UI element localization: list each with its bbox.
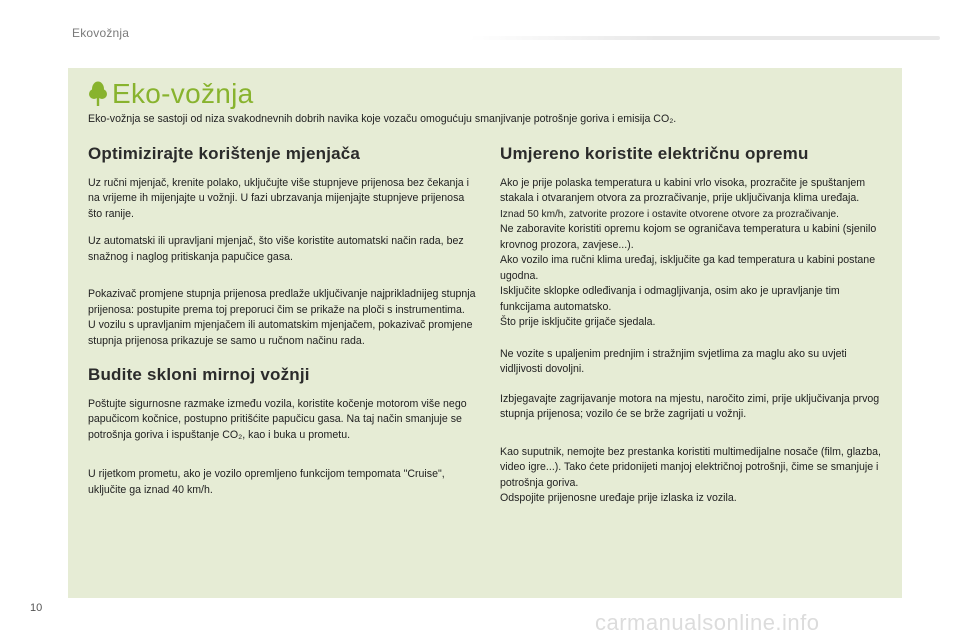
heading-electrical: Umjereno koristite električnu opremu bbox=[500, 144, 809, 163]
intro-text: Eko-vožnja se sastoji od niza svakodnevnih dobrih navika koje vozaču omogućuju smanjivanje potrošnje goriva i emisija CO₂. bbox=[88, 113, 677, 125]
paragraph: Uz automatski ili upravljani mjenjač, što više koristite automatski način rada, bez snažnog i naglog pritiskanja papučice gasa. bbox=[88, 235, 464, 263]
paragraph: Ne zaboravite koristiti opremu kojom se ograničava temperatura u kabini (sjenilo krovnog prozora, zavjese...). bbox=[500, 223, 877, 251]
heading-gearbox: Optimizirajte korištenje mjenjača bbox=[88, 144, 361, 163]
paragraph: Kao suputnik, nemojte bez prestanka koristiti multimedijalne nosače (film, glazba, video igre...). Tako ćete pridonijeti manjoj električnoj potrošnji, čime se smanjuje i potrošnja goriva. bbox=[500, 445, 881, 489]
paragraph: Iznad 50 km/h, zatvorite prozore i ostavite otvorene otvore za prozračivanje. bbox=[500, 208, 839, 220]
page-number: 10 bbox=[30, 602, 43, 614]
paragraph: Ako je prije polaska temperatura u kabini vrlo visoka, prozračite je spuštanjem stakala i otvaranjem otvora za prozračivanje, prije uključivanja klima uređaja. bbox=[500, 176, 866, 204]
paragraph: Poštujte sigurnosne razmake između vozila, koristite kočenje motorom više nego papučicom kočnice, postupno pritišćite papučicu gasa. Na taj način smanjuje se potrošnja goriva i ispuštanje CO₂, kao i buka u prometu. bbox=[88, 397, 467, 441]
paragraph: Što prije isključite grijače sjedala. bbox=[500, 316, 656, 328]
paragraph: U rijetkom prometu, ako je vozilo opremljeno funkcijom tempomata "Cruise", uključite ga iznad 40 km/h. bbox=[88, 468, 445, 496]
paragraph: Ako vozilo ima ručni klima uređaj, isključite ga kad temperatura u kabini postane ugodna. bbox=[500, 254, 876, 282]
paragraph: Ne vozite s upaljenim prednjim i stražnjim svjetlima za maglu ako su uvjeti vidljivosti dovoljni. bbox=[500, 347, 847, 375]
paragraph: U vozilu s upravljanim mjenjačem ili automatskim mjenjačem, pokazivač promjene stupnja prijenosa prikazuje se samo u ručnom načinu rada. bbox=[88, 319, 473, 347]
paragraph: Odspojite prijenosne uređaje prije izlaska iz vozila. bbox=[500, 492, 737, 504]
tree-icon bbox=[88, 81, 108, 107]
section-header: Ekovožnja bbox=[72, 26, 130, 40]
watermark: carmanualsonline.info bbox=[595, 610, 820, 635]
paragraph: Pokazivač promjene stupnja prijenosa predlaže uključivanje najprikladnijeg stupnja prijenosa: postupite prema toj preporuci čim se prikaže na ploči s instrumentima. bbox=[88, 288, 476, 316]
right-column bbox=[500, 146, 892, 519]
heading-calm-driving: Budite skloni mirnoj vožnji bbox=[88, 365, 310, 384]
paragraph: Isključite sklopke odleđivanja i odmagljivanja, osim ako je upravljanje tim funkcijama automatsko. bbox=[500, 285, 840, 313]
left-column bbox=[88, 146, 480, 510]
paragraph: Izbjegavajte zagrijavanje motora na mjestu, naročito zimi, prije uključivanja prvog stupnja prijenosa; vozilo će se brže zagrijati u vožnji. bbox=[500, 392, 880, 420]
page-title: Eko-vožnja bbox=[112, 78, 254, 109]
paragraph: Uz ručni mjenjač, krenite polako, uključujte više stupnjeve prijenosa bez čekanja i na vrijeme ih mijenjajte u vožnji. U fazi ubrzavanja mijenjajte stupnjeve prijenosa što ranije. bbox=[88, 176, 469, 220]
title-row bbox=[88, 78, 254, 110]
header-rule bbox=[470, 36, 940, 40]
